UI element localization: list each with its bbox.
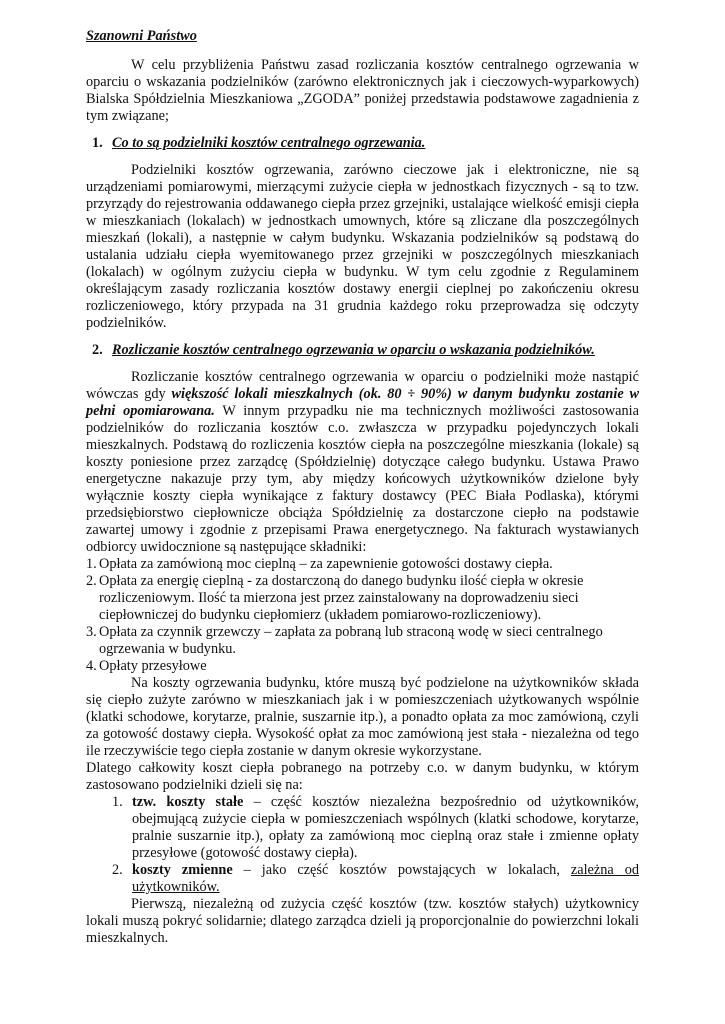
section-2-body-rest: W innym przypadku nie ma technicznych możliwości zastosowania podzielników do rozliczania kosztów c.o. zwłaszcza w przypadku pojedynczych lokali mieszkalnych. Podstawą do rozliczenia kosztów ciepła na poszczególne mieszkania (lokale) są koszty poniesione przez zarządcę (Spółdzielnię) dotyczące całego budynku. Ustawa Prawo energetyczne nakazuje przy tym, aby między końcowych użytkowników dzielone były wyłącznie koszty ciepła wynikające z faktury dostawcy (PEC Biała Podlaska), którymi przedsiębiorstwo ciepłownicze obciąża Spółdzielnię za dostarczone ciepło na podstawie zawartej umowy i zgodnie z przepisami Prawa energetycznego. Na fakturach wystawianych odbiorcy uwidocznione są następujące składniki:: [86, 403, 639, 555]
list-item: 1. tzw. koszty stałe – część kosztów niezależna bezpośrednio od użytkowników, obejmującą zużycie ciepła w pomieszczeniach wspólnych (klatki schodowe, korytarze, pralnie suszarnie itp.), opłaty za zamówioną moc cieplną oraz stałe i zmienne opłaty przesyłowe (gotowość dostawy ciepła).: [112, 794, 640, 861]
greeting: Szanowni Państwo: [86, 28, 197, 44]
section-2-body-start: Rozliczanie kosztów centralnego ogrzewania w oparciu o podzielniki może nastąpić wówczas gdy: [86, 369, 639, 402]
division-intro: Dlatego całkowity koszt ciepła pobranego na potrzeby c.o. w danym budynku, w którym zastosowano podzielniki dzieli się na:: [86, 760, 639, 793]
section-2-number: 2.: [92, 342, 103, 358]
cost-types-list: [86, 794, 639, 896]
list-item: 2. Opłata za energię cieplną - za dostarczoną do danego budynku ilość ciepła w okresie rozliczeniowym. Ilość ta mierzona jest przez zainstalowany na doprowadzeniu sieci ciepłowniczej do budynku ciepłomierz (układem pomiarowo-rozliczeniowy).: [86, 573, 584, 623]
list-item: 1. Opłata za zamówioną moc cieplną – za zapewnienie gotowości dostawy ciepła.: [86, 556, 553, 572]
variable-costs-term: koszty zmienne: [132, 862, 233, 878]
section-2-heading: [86, 342, 639, 359]
invoice-components-list: [86, 556, 639, 675]
costs-paragraph: Na koszty ogrzewania budynku, które muszą być podzielone na użytkowników składa się ciepło zużyte zarówno w mieszkaniach jak i w pomieszczeniach użytkowanych wspólnie (klatki schodowe, korytarze, pralnie, suszarnie itp.), a ponadto opłata za moc zamówioną, czyli za gotowość dostawy ciepła. Wysokość opłat za moc zamówioną jest stała - niezależna od tego ile rzeczywiście tego ciepła zostanie w danym okresie wykorzystane.: [86, 675, 639, 759]
section-2-title: Rozliczanie kosztów centralnego ogrzewania w oparciu o wskazania podzielników.: [112, 342, 595, 358]
section-2-body: [86, 369, 639, 556]
intro-paragraph: W celu przybliżenia Państwu zasad rozliczania kosztów centralnego ogrzewania w oparciu o wskazania podzielników (zarówno elektronicznych jak i cieczowych-wyparkowych) Bialska Spółdzielnia Mieszkaniowa „ZGODA” poniżej przedstawia podstawowe zagadnienia z tym związane;: [86, 57, 639, 124]
list-item: 3. Opłata za czynnik grzewczy – zapłata za pobraną lub straconą wodę w sieci centralnego ogrzewania w budynku.: [86, 624, 603, 657]
section-2-emphasis: większość lokali mieszkalnych (ok. 80 ÷ 90%) w danym budynku zostanie w pełni opomiarowana.: [86, 386, 639, 419]
section-1-heading: [86, 135, 639, 152]
fixed-costs-term: tzw. koszty stałe: [132, 794, 244, 810]
section-1-number: 1.: [92, 135, 103, 151]
section-1-title: Co to są podzielniki kosztów centralnego ogrzewania.: [112, 135, 426, 151]
underlined-phrase: zależna od użytkowników.: [132, 862, 639, 895]
list-item: 2. koszty zmienne – jako część kosztów powstających w lokalach, zależna od użytkowników.: [112, 862, 639, 895]
list-item: 4. Opłaty przesyłowe: [86, 658, 207, 674]
section-1-body: Podzielniki kosztów ogrzewania, zarówno cieczowe jak i elektroniczne, nie są urządzeniami pomiarowymi, mierzącymi zużycie ciepła w jednostkach fizycznych - są to tzw. przyrządy do rejestrowania oddawanego ciepła przez grzejniki, ustalające wielkość emisji ciepła w mieszkaniach (lokalach) w jednostkach umownych, które są zliczane dla poszczególnych mieszkań (lokali), a następnie w całym budynku. Wskazania podzielników są podstawą do ustalania udziału ciepła wyemitowanego przez grzejniki w poszczególnych mieszkaniach (lokalach) w ogólnym zużyciu ciepła w budynku. W tym celu zgodnie z Regulaminem określającym zasady rozliczania kosztów dostawy energii cieplnej po zakończeniu okresu rozliczeniowego, który przypada na 31 grudnia każdego roku przeprowadza się odczyty podzielników.: [86, 162, 639, 331]
closing-paragraph: Pierwszą, niezależną od zużycia część kosztów (tzw. kosztów stałych) użytkownicy lokali muszą pokryć solidarnie; dlatego zarządca dzieli ją proporcjonalnie do powierzchni lokali mieszkalnych.: [86, 896, 639, 946]
document-page: [86, 28, 639, 947]
